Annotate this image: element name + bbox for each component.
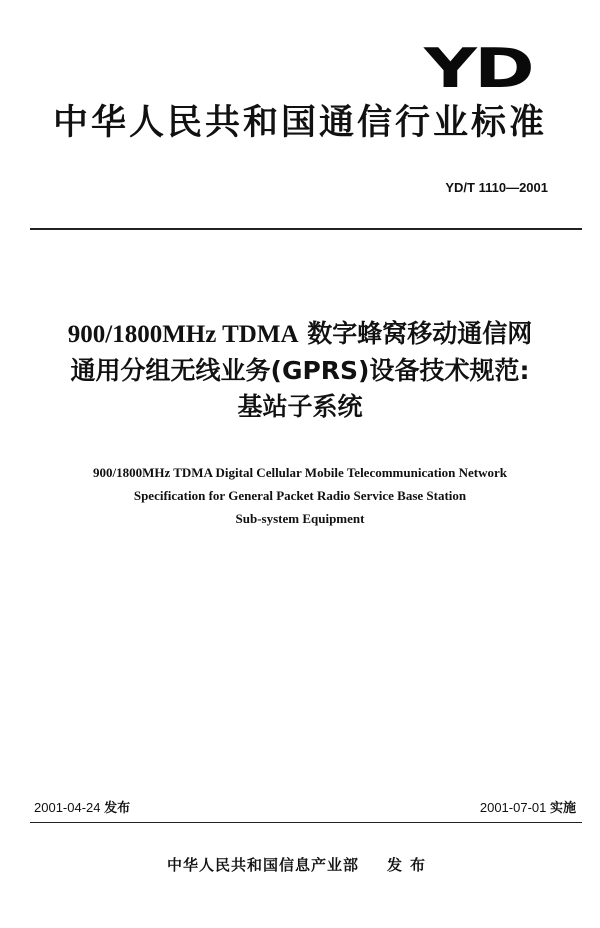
- chinese-title: [0, 316, 600, 425]
- chinese-title-line-2: 通用分组无线业务(GPRS)设备技术规范:: [70, 356, 530, 385]
- publisher: [0, 858, 600, 873]
- footer-divider: [30, 822, 582, 823]
- implementation-date: [480, 801, 576, 815]
- standard-category-title: 中华人民共和国通信行业标准: [52, 103, 547, 143]
- english-title-line-2: Specification for General Packet Radio Service Base Station: [133, 488, 467, 503]
- chinese-title-line-1-latin: 900/1800MHz TDMA: [67, 321, 299, 348]
- chinese-title-line-1-cn: 数字蜂窝移动通信网: [298, 319, 533, 348]
- chinese-title-line-3: 基站子系统: [237, 392, 363, 421]
- english-title: [0, 461, 600, 530]
- publisher-name: 中华人民共和国信息产业部: [166, 856, 359, 874]
- standard-number: YD/T 1110—2001: [445, 180, 548, 195]
- english-title-line-3: Sub-system Equipment: [235, 511, 365, 526]
- issue-date: [34, 801, 130, 815]
- issue-date-label: 发布: [104, 801, 131, 816]
- implementation-date-label: 实施: [549, 801, 576, 816]
- implementation-date-value: 2001-07-01: [479, 800, 547, 815]
- header-divider: [30, 228, 582, 230]
- issue-date-value: 2001-04-24: [34, 800, 101, 815]
- yd-logo: YD: [424, 37, 532, 100]
- chinese-title-line-1: [0, 316, 600, 353]
- publisher-action: 发布: [387, 856, 434, 874]
- english-title-line-1: 900/1800MHz TDMA Digital Cellular Mobile Telecommunication Network: [92, 465, 508, 480]
